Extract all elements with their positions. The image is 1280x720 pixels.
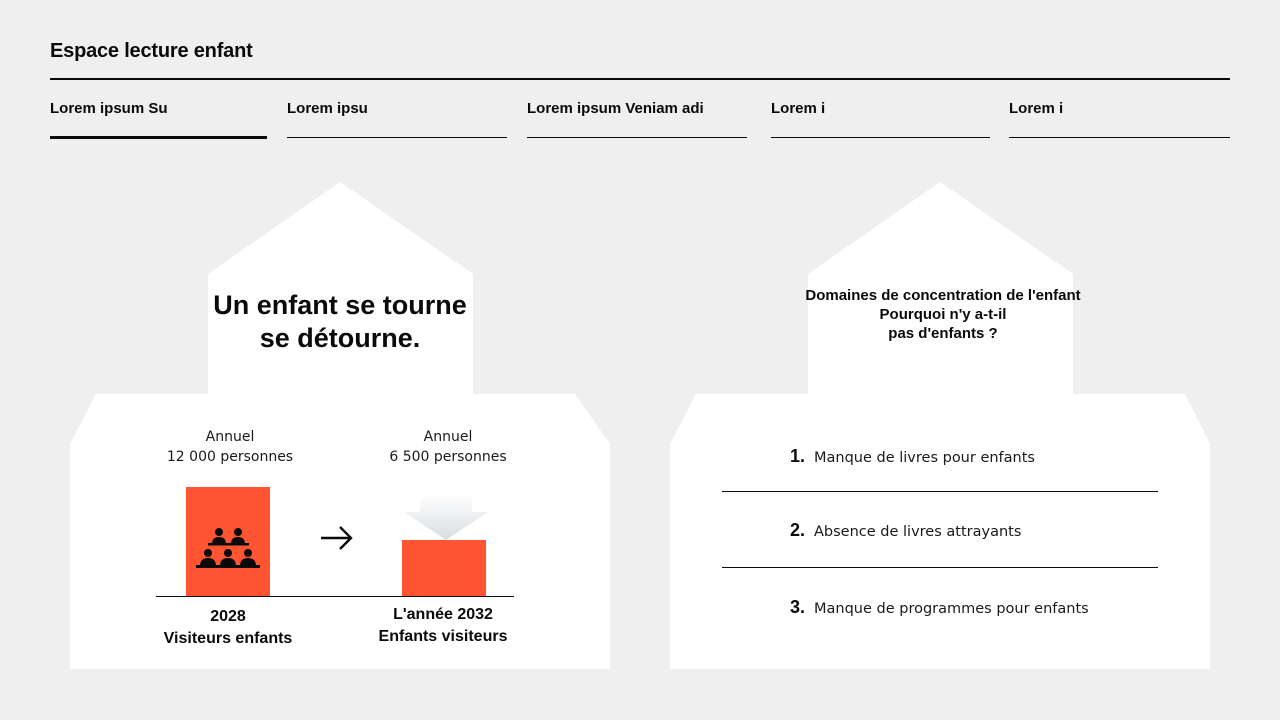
headline-line-1: Domaines de concentration de l'enfant	[805, 287, 1081, 304]
bar-2028	[186, 487, 270, 596]
title-divider	[50, 78, 1230, 80]
bar-caption: Visiteurs enfants	[163, 630, 293, 647]
stat-value: 6 500 personnes	[389, 449, 507, 465]
chart-baseline	[156, 596, 514, 597]
bar-caption: Enfants visiteurs	[378, 628, 508, 645]
tab-underline	[287, 137, 507, 138]
bar-label-2028	[128, 606, 328, 650]
list-text: Manque de programmes pour enfants	[814, 601, 1089, 617]
tab-label: Lorem i	[1009, 100, 1064, 117]
down-arrow-icon	[400, 494, 492, 540]
stat-value: 12 000 personnes	[166, 449, 294, 465]
stat-caption-2032	[348, 427, 548, 467]
tab-underline	[771, 137, 990, 138]
page-title: Espace lecture enfant	[50, 40, 253, 62]
tab-2[interactable]	[287, 100, 507, 140]
audience-icon	[186, 487, 270, 596]
left-house-panel	[70, 182, 610, 669]
tab-label: Lorem i	[771, 100, 826, 117]
arrow-right-icon	[319, 524, 355, 552]
tab-label: Lorem ipsum Su	[50, 100, 168, 117]
list-item	[790, 597, 1089, 618]
headline-line-2: se détourne.	[259, 323, 421, 353]
list-text: Manque de livres pour enfants	[814, 450, 1035, 466]
tab-4[interactable]	[771, 100, 990, 140]
stat-period: Annuel	[205, 429, 255, 445]
list-item	[790, 520, 1021, 541]
bar-year: 2028	[210, 608, 246, 625]
right-house-panel	[670, 182, 1210, 669]
list-divider	[722, 567, 1158, 568]
bar-year: L'année 2032	[393, 606, 493, 623]
list-number: 2.	[790, 520, 806, 540]
list-divider	[722, 491, 1158, 492]
stat-period: Annuel	[423, 429, 473, 445]
tab-underline	[1009, 137, 1230, 138]
headline-line-2: Pourquoi n'y a-t-il	[879, 306, 1007, 323]
tab-underline	[527, 137, 747, 138]
stat-caption-2028	[130, 427, 330, 467]
tab-1[interactable]	[50, 100, 267, 140]
list-text: Absence de livres attrayants	[814, 524, 1022, 540]
left-headline	[208, 289, 472, 355]
house-shape	[670, 182, 1210, 669]
list-number: 1.	[790, 446, 806, 466]
list-number: 3.	[790, 597, 806, 617]
headline-line-1: Un enfant se tourne	[213, 290, 467, 320]
headline-line-3: pas d'enfants ?	[888, 325, 998, 342]
list-item	[790, 446, 1035, 467]
tab-5[interactable]	[1009, 100, 1230, 140]
tab-label: Lorem ipsum Veniam adi	[527, 100, 704, 117]
tab-3[interactable]	[527, 100, 747, 140]
bar-2032	[402, 540, 486, 596]
right-headline	[750, 286, 1136, 343]
bar-label-2032	[343, 604, 543, 648]
tab-label: Lorem ipsu	[287, 100, 368, 117]
tab-active-indicator	[50, 136, 267, 139]
